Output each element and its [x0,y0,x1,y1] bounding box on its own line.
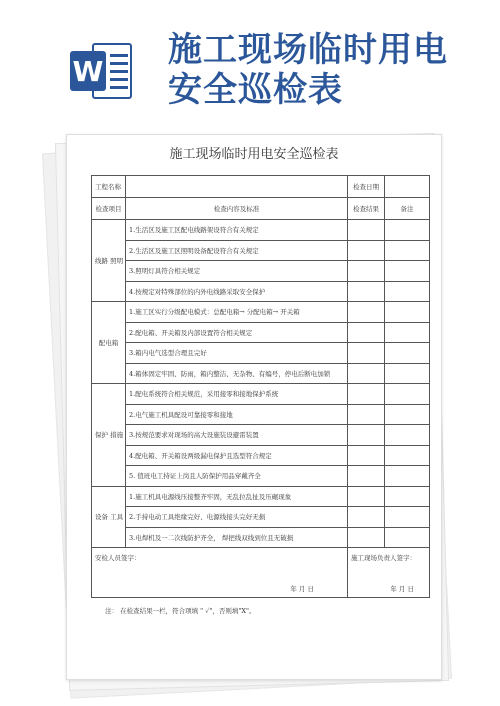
remark-cell[interactable] [385,507,430,528]
table-row [92,240,430,261]
check-result-cell[interactable] [348,281,385,302]
check-result-cell[interactable] [348,302,385,323]
check-result-cell[interactable] [348,220,385,241]
check-item-text: 1.施工机具电源线压接整齐牢固，无乱拉乱扯及压碾现象 [126,486,348,507]
check-date-value[interactable] [385,176,430,198]
remark-cell[interactable] [385,281,430,302]
banner-title-line1: 施工现场临时用电 [168,30,448,70]
check-item-text: 2.手持电动工具绝缘完好、电源线接头完好无损 [126,507,348,528]
word-document-icon [70,43,132,99]
remark-cell[interactable] [385,527,430,548]
check-result-cell[interactable] [348,363,385,384]
check-item-text: 1.生活区及施工区配电线路架设符合有关规定 [126,220,348,241]
inspector-signature-label: 安检人员签字： [95,553,141,562]
header [0,0,500,120]
check-result-cell[interactable] [348,404,385,425]
document-page [66,134,442,680]
check-item-text: 5. 值班电工持证上岗且人防保护用品穿戴齐全 [126,466,348,487]
check-result-cell[interactable] [348,261,385,282]
check-result-cell[interactable] [348,425,385,446]
remark-cell[interactable] [385,302,430,323]
check-item-header: 检查项目 [92,198,126,220]
check-result-cell[interactable] [348,486,385,507]
check-result-cell[interactable] [348,466,385,487]
table-row [92,322,430,343]
check-item-text: 3.箱内电气选型合理且完好 [126,343,348,364]
inspector-signature-cell[interactable] [92,548,348,598]
check-result-cell[interactable] [348,507,385,528]
header-row [92,198,430,220]
manager-signature-label: 施工现场负责人签字： [351,553,416,562]
table-row [92,486,430,507]
remark-cell[interactable] [385,466,430,487]
remark-cell[interactable] [385,240,430,261]
check-item-text: 2.配电箱、开关箱及内部设置符合相关规定 [126,322,348,343]
inspection-table [91,175,430,598]
remark-cell[interactable] [385,363,430,384]
check-result-cell[interactable] [348,527,385,548]
check-item-text: 4.箱体固定牢固、防雨，箱内整洁、无杂物、有编号，停电后断电加锁 [126,363,348,384]
table-row [92,507,430,528]
check-result-cell[interactable] [348,384,385,405]
check-result-header: 检查结果 [348,198,385,220]
table-row [92,527,430,548]
remark-cell[interactable] [385,404,430,425]
footnote: 注： 在检查结果一栏，符合项填 " ✓"，否则填"X"。 [105,607,256,615]
section-name: 线路 照明 [92,220,126,302]
check-item-text: 2.电气施工机具配设可靠接零和接地 [126,404,348,425]
project-row [92,176,430,198]
banner-title [168,30,478,110]
remark-header: 备注 [385,198,430,220]
check-item-text: 1.配电系统符合相关规范，采用接零和接地保护系统 [126,384,348,405]
banner-title-line2: 安全巡检表 [168,70,343,110]
check-result-cell[interactable] [348,240,385,261]
remark-cell[interactable] [385,384,430,405]
check-item-text: 3.照明灯具符合相关规定 [126,261,348,282]
manager-signature-cell[interactable] [348,548,430,598]
table-row [92,466,430,487]
inspector-date: 年 月 日 [290,584,314,593]
check-item-text: 4.按规定对特殊部位的内外电线路采取安全保护 [126,281,348,302]
section-name: 保护 措施 [92,384,126,487]
remark-cell[interactable] [385,322,430,343]
table-row [92,281,430,302]
check-item-text: 2.生活区及施工区照明设备配设符合有关规定 [126,240,348,261]
signature-row [92,548,430,598]
check-result-cell[interactable] [348,343,385,364]
table-row [92,425,430,446]
word-letter: W [70,51,106,91]
remark-cell[interactable] [385,486,430,507]
table-row [92,363,430,384]
table-row [92,445,430,466]
table-row [92,220,430,241]
check-item-text: 3.电焊机及一二次线防护齐全， 焊把线双线到位且无破损 [126,527,348,548]
table-row [92,404,430,425]
document-title: 施工现场临时用电安全巡检表 [169,147,339,162]
table-row [92,384,430,405]
remark-cell[interactable] [385,343,430,364]
remark-cell[interactable] [385,445,430,466]
table-row [92,343,430,364]
check-item-text: 1.施工区实行分级配电模式：总配电箱→ 分配电箱→ 开关箱 [126,302,348,323]
remark-cell[interactable] [385,220,430,241]
check-item-text: 3.按规范要求对现场的高大设施装设避雷装置 [126,425,348,446]
check-date-label: 检查日期 [348,176,385,198]
manager-date: 年 月 日 [390,584,414,593]
remark-cell[interactable] [385,261,430,282]
table-row [92,302,430,323]
section-name: 设备 工具 [92,486,126,548]
check-content-header: 检查内容及标准 [126,198,348,220]
project-name-label: 工程名称 [92,176,126,198]
remark-cell[interactable] [385,425,430,446]
check-item-text: 4.配电箱、开关箱设两级漏电保护且选型符合规定 [126,445,348,466]
check-result-cell[interactable] [348,445,385,466]
section-name: 配电箱 [92,302,126,384]
table-row [92,261,430,282]
check-result-cell[interactable] [348,322,385,343]
project-name-value[interactable] [126,176,348,198]
